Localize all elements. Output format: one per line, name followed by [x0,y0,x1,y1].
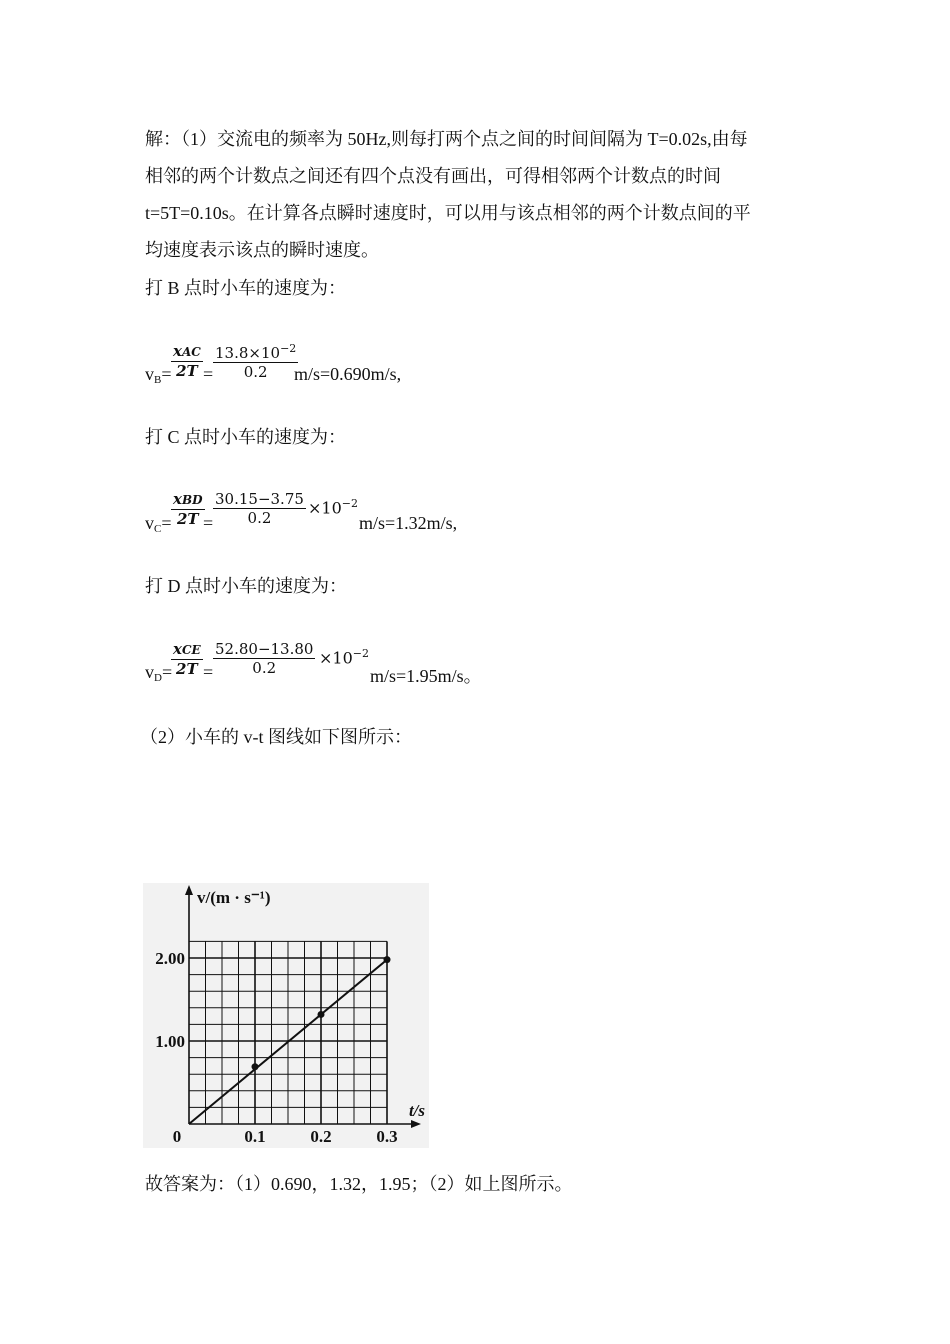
vb-fraction-symbolic [171,342,203,380]
x-axis-label: t/s [408,1101,425,1120]
c-intro: 打 C 点时小车的速度为： [145,427,347,447]
vc-mult: ×10 [308,498,342,518]
vd-fraction-symbolic [171,640,203,678]
vc-equals-2: = [203,513,214,533]
vd-num-den: 0.2 [252,659,277,677]
vc-fraction-numeric [213,490,306,527]
x-tick-label: 0 [172,1127,182,1146]
data-point [384,956,391,963]
vc-mult-exp: −2 [341,497,358,510]
y-axis-label: v/(m · s⁻¹) [197,888,271,907]
x-tick-label: 0.1 [244,1127,266,1146]
b-intro: 打 B 点时小车的速度为： [145,278,347,298]
vb-fraction-numeric [213,340,298,381]
vb-symbol: v [145,364,154,384]
vb-result: m/s=0.690m/s, [294,364,402,384]
vd-subscript: D [154,672,162,684]
vc-symbol: v [145,513,154,533]
vc-den: 2T [176,510,199,528]
solution-line-1: 解：（1）交流电的频率为 50Hz,则每打两个点之间的时间间隔为 T=0.02s,由每 [145,129,748,149]
d-intro: 打 D 点时小车的速度为： [145,576,347,596]
vc-num: 30.15−3.75 [215,490,304,508]
y-tick-label: 1.00 [155,1032,185,1051]
vd-mult: ×10 [319,648,353,668]
data-point [252,1063,259,1070]
vd-multiplier [319,647,369,667]
vb-equals: = [161,364,172,384]
data-point [318,1011,325,1018]
vd-x-sub: CE [181,643,201,657]
x-tick-label: 0.3 [376,1127,398,1146]
answer-text: 故答案为：（1）0.690，1.32，1.95；（2）如上图所示。 [145,1174,573,1194]
vd-equation [145,662,172,684]
vd-equals-2: = [203,662,214,682]
y-tick-label: 2.00 [155,949,185,968]
vb-x-sub: AC [181,345,201,359]
vc-multiplier [308,497,358,517]
vc-x: x [173,490,182,508]
vb-x: x [173,342,182,360]
chart-background [143,883,429,1148]
vd-fraction-numeric [213,640,315,677]
vc-num-den: 0.2 [247,509,272,527]
solution-line-4: 均速度表示该点的瞬时速度。 [145,240,379,260]
x-tick-label: 0.2 [310,1127,332,1146]
vd-x: x [173,640,182,658]
vb-den: 2T [176,362,198,380]
vc-subscript: C [154,523,162,535]
vd-equals: = [161,662,173,682]
part2-text: （2）小车的 v-t 图线如下图所示： [140,727,412,747]
vd-symbol: v [145,662,154,682]
vc-result: m/s=1.32m/s, [359,513,458,533]
vb-num-den: 0.2 [243,363,268,381]
vd-num: 52.80−13.80 [215,640,314,658]
solution-line-2: 相邻的两个计数点之间还有四个点没有画出，可得相邻两个计数点的时间 [145,166,721,186]
vb-equation [145,364,172,386]
vb-num: 13.8×10 [215,344,281,362]
vb-equals-2: = [203,364,214,384]
vc-x-sub: BD [181,493,203,507]
vc-fraction-symbolic [171,490,205,528]
vb-num-exp: −2 [280,342,297,355]
vc-equation [145,513,172,535]
vd-mult-exp: −2 [352,647,369,660]
vc-equals: = [161,513,172,533]
solution-line-3: t=5T=0.10s。在计算各点瞬时速度时，可以用与该点相邻的两个计数点间的平 [145,203,751,223]
vb-subscript: B [154,374,162,386]
vt-chart [143,883,429,1148]
vd-den: 2T [176,660,198,678]
vd-result: m/s=1.95m/s。 [370,666,482,686]
